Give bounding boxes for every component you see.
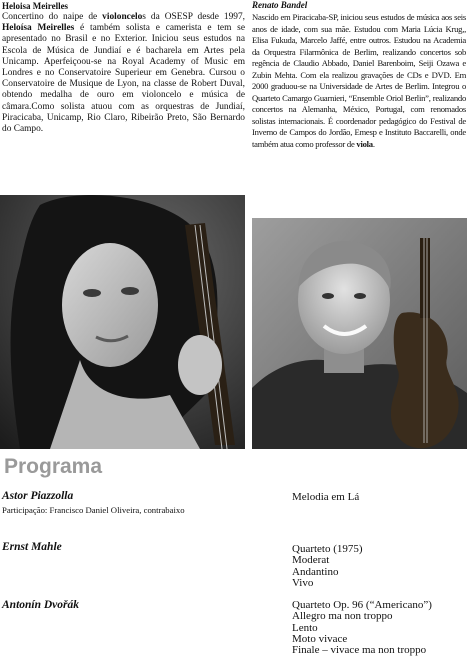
right-bio-text — [252, 12, 466, 150]
left-bio-name: Heloisa Meirelles — [2, 1, 69, 11]
left-bio-text — [2, 12, 245, 135]
work-3-movement: Moto vivace — [292, 632, 348, 645]
left-bio-text-1: Concertino do naipe de — [2, 12, 103, 22]
composer-3: Antonín Dvořák — [2, 599, 80, 611]
work-3-movement: Finale – vivace ma non troppo — [292, 644, 427, 657]
work-2-movement: Andantino — [292, 565, 339, 578]
right-bio-instrument: viola — [356, 138, 373, 149]
work-3-title: Quarteto Op. 96 (“Americano”) — [292, 599, 432, 611]
left-bio-text-2: s da OSESP desde 1997, — [142, 12, 245, 22]
work-3-movement: Lento — [292, 621, 318, 634]
work-2-title: Quarteto (1975) — [292, 543, 363, 555]
cellist-photo — [0, 195, 245, 449]
composer-1: Astor Piazzolla — [2, 490, 74, 502]
work-1-title: Melodia em Lá — [292, 491, 360, 503]
composer-2: Ernst Mahle — [2, 541, 62, 553]
left-bio-instrument: violoncelo — [102, 12, 143, 22]
left-bio-name-bold: Heloísa Meirelles — [2, 23, 75, 34]
violist-photo — [252, 218, 467, 449]
right-bio-text-1: Nascido em Piracicaba-SP, iniciou seus estudos de música aos seis anos de idade, com sua mãe. Estudou com Maria Lúcia Krug,, Elisa Fukuda, Marcelo Jaffé, entre outros. Estudou na Academia da Orquestra Filarmônica de Berlim, realizando concertos sob regência de Claudio Abbado, Daniel Barenboim, Seiji Ozawa e Zubin Mehta. Com ela realizou gravações de CDs e DVD. Em 2000 graduou-se na Universidade de Artes de Berlim. Integrou o Quarteto Camargo Guarnieri, “Ensemble Oriol Berlin”, realizando concertos na Alemanha, México, Portugal, com renomados solistas internacionais. É coordenador pedagógico do Festival de Inverno de Campos do Jordão, Emesp e Instituto Baccarelli, onde também atua como professor de — [252, 12, 466, 149]
work-3-list — [292, 600, 432, 656]
cellist-photo-image — [0, 195, 245, 449]
right-bio-text-2: . — [372, 138, 375, 149]
right-bio-name: Renato Bandel — [252, 0, 308, 10]
work-3-movement: Allegro ma non troppo — [292, 610, 393, 623]
left-bio-text-3: é também solista e camerista e tem se apresentado no Brasil e no Exterior. Iniciou seus estudos na Escola de Música de Jundiaí e é bacharela em Artes pela Unicamp. Aperfeiçoou-se na Royal Academy of Music em Londres e no Conservatoire Superieur em Genebra. Cursou o Conservatoire de Musique de Lyon, na classe de Robert Duval, obtendo medalha de ouro em violoncelo e música de câmara.Como solista atuou com as orquestras de Jundiaí, Piracicaba, Unicamp, Rio Claro, Ribeirão Preto, São Bernardo do Campo. — [2, 23, 245, 135]
work-2-movement: Moderat — [292, 554, 330, 567]
composer-1-participation: Participação: Francisco Daniel Oliveira, contrabaixo — [2, 505, 185, 515]
violist-photo-image — [252, 218, 467, 449]
section-title: Programa — [4, 455, 103, 478]
work-2-movement: Vivo — [292, 576, 314, 589]
work-2-list — [292, 544, 363, 589]
